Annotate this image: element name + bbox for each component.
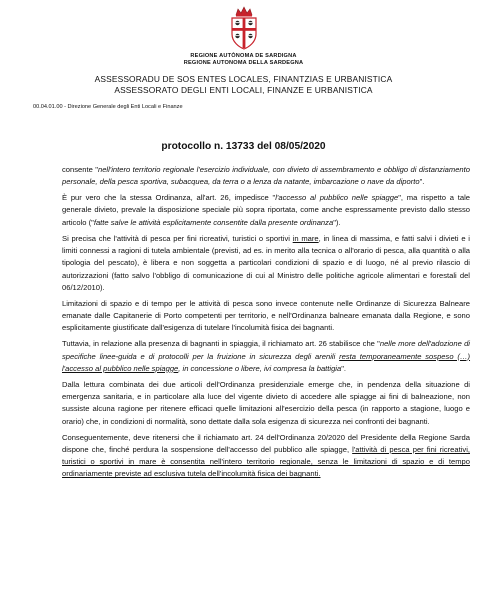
quoted-text: l'accesso al pubblico nelle spiagge	[275, 193, 399, 203]
direzione-line: 00.04.01.00 - Direzione Generale degli Enti Locali e Finanze	[33, 104, 183, 110]
text-run: Tuttavia, in relazione alla presenza di bagnanti in spiaggia, il richiamato art. 26 stabilisce che "	[62, 339, 380, 349]
document-body	[62, 164, 470, 484]
text-run: consente "	[62, 165, 98, 174]
paragraph	[62, 164, 470, 189]
sardinia-coat-of-arms-icon	[227, 6, 261, 50]
paragraph	[62, 432, 470, 481]
text-run: , in linea di massima, e fatti salvi i divieti e i limiti connessi a ragioni di tutela ambientale (previsti, ad es. in merito alla tecnica o all'orario di pesca, alla quantità o alla tipologia del pescato), è libera e non soggetta a particolari condizioni di spazio e di luogo, né al previo rilascio di autorizzazioni (fatto salvo l'obbligo di comunicazione di cui al Ministro delle politiche agricole alimentari e forestali del 06/12/2010).	[62, 233, 470, 292]
paragraph	[62, 192, 470, 229]
text-run: ".	[419, 177, 425, 187]
paragraph	[62, 233, 470, 294]
text-run: ").	[333, 217, 341, 227]
paragraph: Limitazioni di spazio e di tempo per le attività di pesca sono invece contenute nelle Ordinanze di Sicurezza Balneare emanate dalle Capitanerie di Porto competenti per territorio, e nell'Ordinanza balneare emanata dalla Regione, e sono esplicitamente giustificate dall'esigenza di tutelare l'incolumità fisica dei bagnanti.	[62, 298, 470, 333]
underlined-text: in mare	[292, 233, 319, 243]
letterhead	[0, 6, 487, 67]
text-run: Si precisa che l'attività di pesca per fini ricreativi, turistici o sportivi	[62, 233, 293, 243]
region-name-sardinian: REGIONE AUTÒNOMA DE SARDIGNA	[190, 53, 297, 59]
underlined-text: l'attività di pesca per fini ricreativi, turistici o sportivi in mare è consentita nell'intero territorio regionale, senza le limitazioni di spazio e di tempo ordinariamente previste ad esclusiva tutela dell'incolumità fisica dei bagnanti.	[62, 444, 470, 479]
quoted-text: fatte salve le attività esplicitamente consentite dalla presente ordinanza	[93, 217, 334, 227]
protocol-number: protocollo n. 13733 del 08/05/2020	[161, 141, 326, 152]
region-name-italian: REGIONE AUTONOMA DELLA SARDEGNA	[183, 60, 304, 66]
quoted-text: , in concessione o libere, ivi compresa la battigia	[178, 363, 342, 373]
text-run: ", ma rispetto a tale generale divieto, prevale la disposizione speciale più sopra riportata, come anche espressamente previsto dallo stesso articolo ("	[62, 193, 470, 227]
quoted-text: nelle more dell'adozione di specifiche linee-guida e di protocolli per la fruizione in sicurezza degli arenili	[62, 339, 470, 361]
text-run: È pur vero che la stessa Ordinanza, all'art. 26, impedisce "	[62, 193, 276, 203]
quoted-text: nell'intero territorio regionale l'esercizio individuale, con divieto di assembramento e obbligo di distanziamento personale, della pesca sportiva, subacquea, da terra o a lenza da natante, imbarcazione o nave da diporto	[62, 165, 470, 187]
paragraph: Dalla lettura combinata dei due articoli dell'Ordinanza presidenziale emerge che, in pendenza della situazione di emergenza sanitaria, e in particolare alla luce del vigente divieto di accedere alle spiagge ai fini di balneazione, non sussiste alcuna ragione per ritenere efficaci quelle limitazioni all'esercizio della pesca (in rapporto a stagione, luogo e orario) che, in condizioni di normalità, sono dettate dalla sola esigenza di sicurezza nei confronti dei bagnanti.	[62, 379, 470, 426]
text-run: Conseguentemente, deve ritenersi che il richiamato art. 24 dell'Ordinanza 20/2020 del Presidente della Regione Sarda dispone che, finché perdura la sospensione dell'accesso del pubblico alle spiagge,	[62, 432, 470, 454]
text-run: ".	[341, 363, 347, 373]
assessorato-block	[0, 74, 487, 96]
assessorato-italian: ASSESSORATO DEGLI ENTI LOCALI, FINANZE E URBANISTICA	[114, 85, 373, 95]
paragraph	[62, 338, 470, 375]
underlined-quoted-text: resta temporaneamente sospeso (…) l'accesso al pubblico nelle spiagge	[62, 351, 471, 373]
assessorato-sardinian: ASSESSORADU DE SOS ENTES LOCALES, FINANTZIAS E URBANISTICA	[94, 74, 393, 84]
